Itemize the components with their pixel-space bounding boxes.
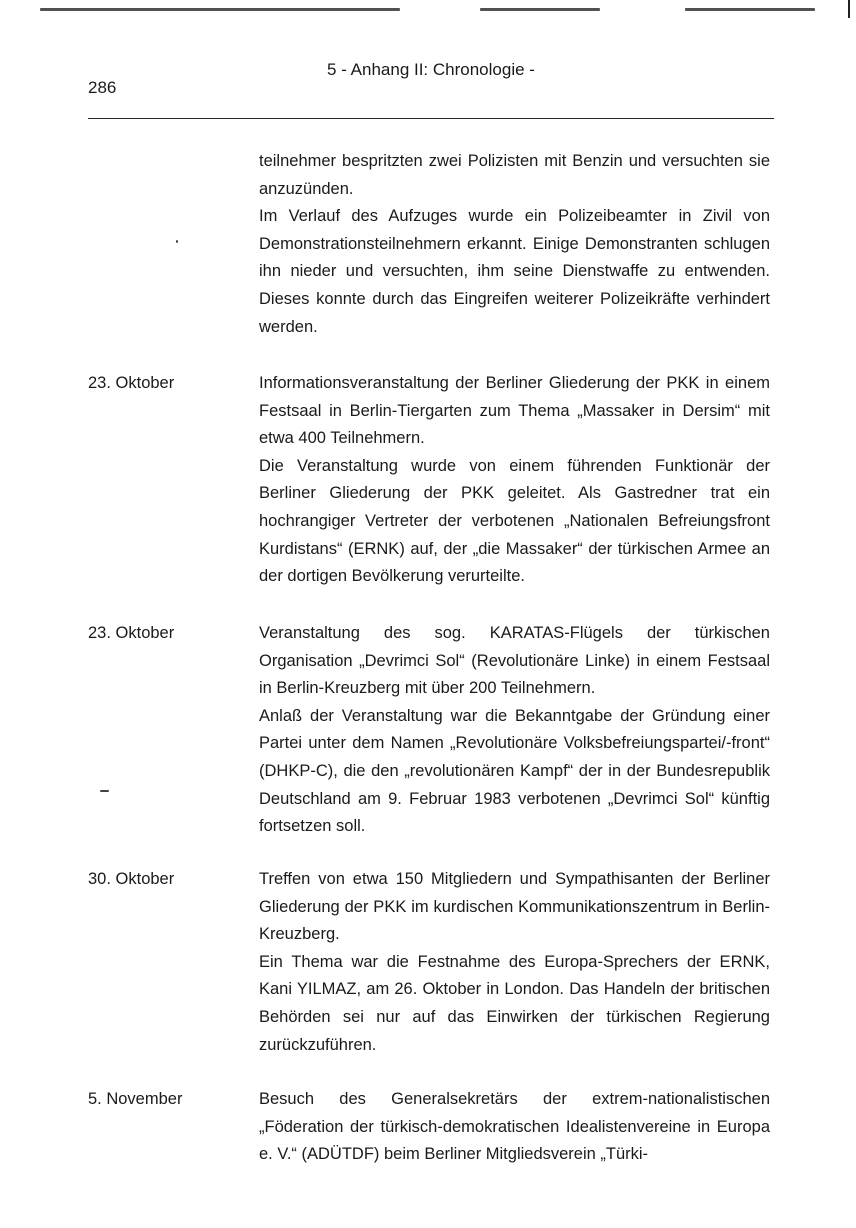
entry-body xyxy=(259,370,770,591)
paragraph: Treffen von etwa 150 Mitgliedern und Sympathisanten der Berliner Gliederung der PKK im kurdischen Kommunikationszentrum in Berlin-Kreuzberg. xyxy=(259,870,770,944)
paragraph: Ein Thema war die Festnahme des Europa-Sprechers der ERNK, Kani YILMAZ, am 26. Oktober in London. Das Handeln der britischen Behörden sei nur auf das Einwirken der türkischen Regierung zurückzuführen. xyxy=(259,952,770,1054)
header-rule xyxy=(88,118,774,119)
entry-body xyxy=(259,620,770,841)
chapter-title: 5 - Anhang II: Chronologie - xyxy=(327,60,535,79)
entry-body xyxy=(259,1086,770,1169)
continuation-text xyxy=(259,148,770,341)
paragraph: Informationsveranstaltung der Berliner Gliederung der PKK in einem Festsaal in Berlin-Tiergarten zum Thema „Massaker in Dersim“ mit etwa 400 Teilnehmern. xyxy=(259,374,770,448)
entry-body xyxy=(259,866,770,1059)
page-number: 286 xyxy=(88,78,117,97)
scan-margin-mark xyxy=(848,0,850,18)
paragraph: Anlaß der Veranstaltung war die Bekanntgabe der Gründung einer Partei unter dem Namen „Revolutionäre Volksbefreiungspartei/-front“ (DHKP-C), die den „revolutionären Kampf“ der in der Bundesrepublik Deutschland am 9. Februar 1983 verbotenen „Devrimci Sol“ künftig fortsetzen soll. xyxy=(259,706,770,836)
entry-date: 23. Oktober xyxy=(88,624,175,642)
paragraph: teilnehmer bespritzten zwei Polizisten mit Benzin und versuchten sie anzuzünden. xyxy=(259,152,770,198)
scan-edge-artifact xyxy=(40,8,816,12)
paragraph: Im Verlauf des Aufzuges wurde ein Polizeibeamter in Zivil von Demonstrationsteilnehmern erkannt. Einige Demonstranten schlugen ihn nieder und versuchten, ihm seine Dienstwaffe zu entwenden. Dieses konnte durch das Eingreifen weiterer Polizeikräfte verhindert werden. xyxy=(259,207,770,336)
entry-date: 23. Oktober xyxy=(88,374,175,392)
entry-date: 5. November xyxy=(88,1090,183,1108)
paragraph: Die Veranstaltung wurde von einem führenden Funktionär der Berliner Gliederung der PKK geleitet. Als Gastredner trat ein hochrangiger Vertreter der verbotenen „Nationalen Befreiungsfront Kurdistans“ (ERNK) auf, der „die Massaker“ der türkischen Armee an der dortigen Bevölkerung verurteilte. xyxy=(259,456,770,586)
scan-speck xyxy=(176,240,178,243)
entry-date: 30. Oktober xyxy=(88,870,175,888)
scan-speck xyxy=(100,790,109,792)
paragraph: Besuch des Generalsekretärs der extrem-nationalistischen „Föderation der türkisch-demokratischen Idealistenvereine in Europa e. V.“ (ADÜTDF) beim Berliner Mitgliedsverein „Türki- xyxy=(259,1090,770,1164)
paragraph: Veranstaltung des sog. KARATAS-Flügels der türkischen Organisation „Devrimci Sol“ (Revolutionäre Linke) in einem Festsaal in Berlin-Kreuzberg mit über 200 Teilnehmern. xyxy=(259,624,770,698)
